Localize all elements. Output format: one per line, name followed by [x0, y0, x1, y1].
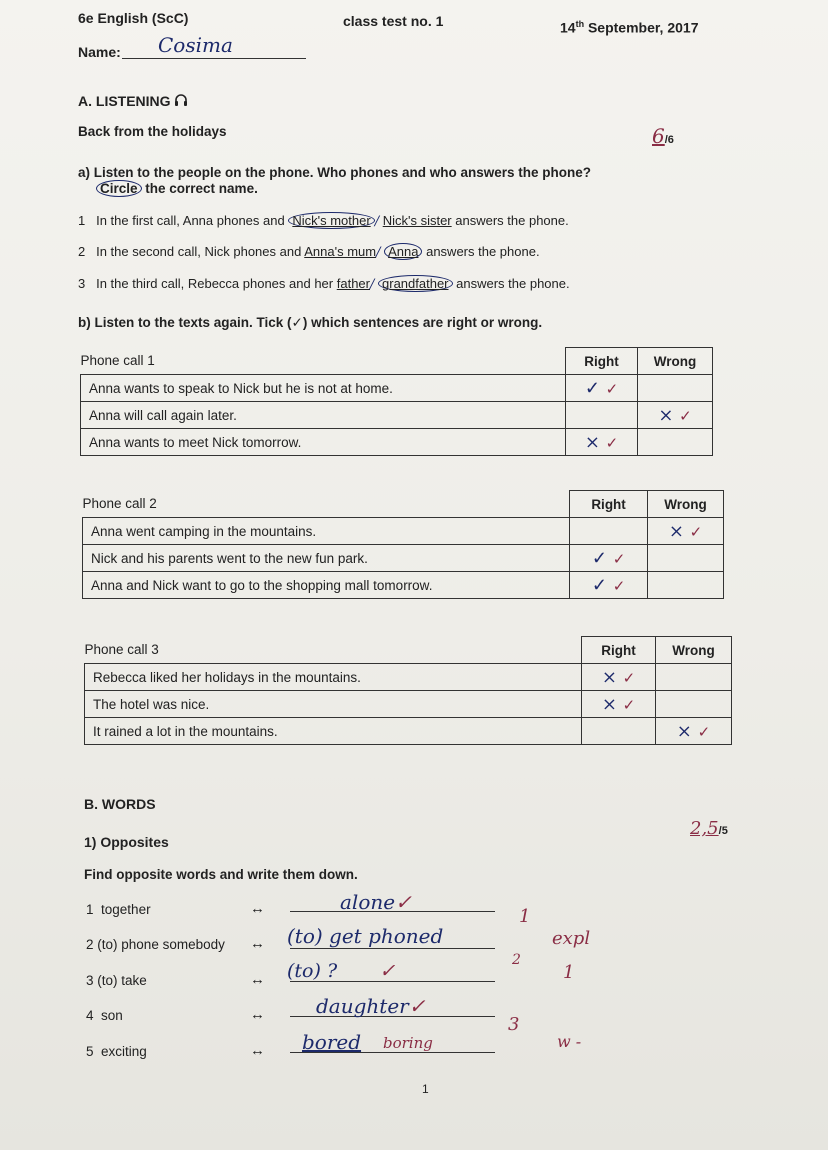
- answer-text: daughter: [316, 994, 409, 1018]
- teacher-check: ✓: [689, 522, 703, 541]
- name-line: [122, 58, 306, 59]
- table-title: Phone call 1: [80, 353, 155, 369]
- option-separator: /: [370, 277, 375, 292]
- arrow-3: ↔: [250, 971, 265, 988]
- teacher-check: ✓: [395, 890, 412, 914]
- teacher-check: ✓: [679, 406, 692, 425]
- item-number: 5: [86, 1044, 94, 1059]
- right-cell: [566, 402, 638, 429]
- student-name: Cosima: [158, 33, 233, 57]
- date-day: 14: [560, 19, 576, 36]
- name-label: Name:: [78, 44, 121, 60]
- teacher-check: ✓: [622, 668, 636, 687]
- item-number: 2: [86, 937, 94, 952]
- item-number: 1: [78, 213, 86, 228]
- right-cell: [566, 429, 638, 456]
- arrow-1: ↔: [250, 900, 265, 917]
- statement: Anna wants to speak to Nick but he is not at home.: [81, 375, 566, 402]
- teacher-check: ✓: [697, 722, 711, 741]
- statement: It rained a lot in the mountains.: [85, 718, 582, 745]
- right-header: Right: [570, 491, 648, 518]
- section-a-subtitle: Back from the holidays: [78, 124, 227, 139]
- part-a-instruction-2-rest: the correct name.: [141, 181, 258, 196]
- section-b-title: B. WORDS: [84, 796, 156, 812]
- opposite-word-5: [86, 1044, 147, 1059]
- item-number: 1: [86, 902, 94, 917]
- phone-call-3-table: [84, 636, 732, 745]
- date-rest: September, 2017: [587, 19, 699, 36]
- student-mark: ✓: [584, 377, 600, 399]
- section-b-score: [690, 818, 728, 839]
- table-row: [85, 664, 732, 691]
- right-cell: [570, 572, 648, 599]
- section-b-score-total: /5: [718, 825, 728, 837]
- headphones-icon: [174, 93, 188, 107]
- student-mark: ×: [584, 431, 600, 453]
- teacher-check: ✓: [612, 576, 626, 595]
- teacher-check: ✓: [408, 994, 426, 1018]
- option-circled: Nick's mother: [288, 212, 374, 229]
- arrow-5: ↔: [250, 1042, 265, 1059]
- arrow-4: ↔: [250, 1006, 265, 1023]
- item-text: In the second call, Nick phones and: [96, 244, 302, 259]
- answer-line-2: [290, 948, 495, 949]
- student-mark: ×: [601, 693, 617, 715]
- part-a-instruction: a) Listen to the people on the phone. Who phones and who answers the phone?: [78, 165, 592, 180]
- option-separator: /: [374, 214, 380, 229]
- teacher-check: ✓: [379, 960, 396, 982]
- opposites-title: 1) Opposites: [84, 834, 169, 850]
- margin-note-3: 3: [508, 1014, 520, 1035]
- table-row: [81, 402, 713, 429]
- section-b-score-value: 2,5: [690, 818, 719, 839]
- wrong-cell: [638, 429, 713, 456]
- statement: Nick and his parents went to the new fun park.: [83, 545, 570, 572]
- right-header: Right: [566, 348, 638, 375]
- wrong-cell: [648, 545, 724, 572]
- statement: Anna wants to meet Nick tomorrow.: [81, 429, 566, 456]
- teacher-check: ✓: [605, 433, 619, 452]
- item-number: 3: [86, 973, 94, 988]
- opposite-word-1: [86, 902, 151, 917]
- margin-note-1: 1: [519, 906, 531, 927]
- circle-word: Circle: [96, 180, 142, 197]
- phone-call-1-table: [80, 347, 713, 456]
- margin-note-expl: expl: [552, 928, 591, 949]
- right-cell: [570, 518, 648, 545]
- answer-5: bored: [302, 1030, 362, 1054]
- section-a-score-total: /6: [664, 134, 674, 146]
- teacher-check: ✓: [612, 549, 626, 568]
- arrow-2: ↔: [250, 935, 265, 952]
- answer-2: (to) get phoned: [287, 924, 444, 948]
- item-text: In the third call, Rebecca phones and her: [96, 276, 334, 291]
- statement: Anna will call again later.: [81, 402, 566, 429]
- item-text-end: answers the phone.: [426, 244, 540, 259]
- test-title: class test no. 1: [343, 13, 444, 29]
- student-mark: ✓: [591, 547, 607, 569]
- wrong-cell: [656, 691, 732, 718]
- right-cell: [582, 691, 656, 718]
- item-number: 2: [78, 244, 86, 259]
- option-separator: /: [376, 245, 381, 260]
- page-number: 1: [422, 1082, 429, 1096]
- right-cell: [570, 545, 648, 572]
- option-circled: Anna: [384, 243, 422, 260]
- teacher-check: ✓: [622, 695, 636, 714]
- statement: The hotel was nice.: [85, 691, 582, 718]
- part-a-instruction-2: [96, 181, 258, 196]
- item-word: together: [101, 902, 151, 917]
- opposite-word-4: [86, 1008, 123, 1023]
- part-a-item-3: [78, 276, 570, 292]
- statement: Rebecca liked her holidays in the mountains.: [85, 664, 582, 691]
- table-row: [85, 691, 732, 718]
- item-number: 3: [78, 276, 86, 291]
- opposite-word-3: [86, 973, 147, 988]
- item-word: (to) phone somebody: [97, 937, 225, 952]
- student-mark: ×: [601, 666, 617, 688]
- answer-4: [316, 994, 426, 1018]
- item-word: (to) take: [97, 973, 147, 988]
- student-mark: ×: [658, 404, 674, 426]
- wrong-cell: [638, 375, 713, 402]
- option: Anna's mum: [304, 244, 377, 259]
- section-a-title-text: A. LISTENING: [78, 93, 171, 109]
- table-title: Phone call 3: [84, 642, 159, 658]
- wrong-cell: [638, 402, 713, 429]
- teacher-check: ✓: [605, 379, 619, 398]
- wrong-header: Wrong: [638, 348, 713, 375]
- phone-call-2-table: [82, 490, 724, 599]
- part-a-item-1: [78, 213, 569, 229]
- course-title: 6e English (ScC): [78, 10, 189, 26]
- table-row: [85, 718, 732, 745]
- right-header: Right: [582, 637, 656, 664]
- wrong-cell: [656, 718, 732, 745]
- item-word: exciting: [101, 1044, 147, 1059]
- section-a-score-value: 6: [652, 124, 665, 148]
- part-a-item-2: [78, 244, 540, 260]
- margin-note-one: 1: [563, 962, 575, 983]
- table-title: Phone call 2: [82, 496, 157, 512]
- option: father: [336, 276, 370, 291]
- answer-3: [287, 960, 395, 982]
- statement: Anna and Nick want to go to the shopping mall tomorrow.: [83, 572, 570, 599]
- student-mark: ×: [676, 720, 692, 742]
- margin-note-w: w -: [557, 1032, 582, 1051]
- right-cell: [582, 718, 656, 745]
- option-circled: grandfather: [378, 275, 453, 292]
- correction-5: boring: [383, 1034, 433, 1052]
- section-a-score: [652, 124, 674, 148]
- table-row: [81, 375, 713, 402]
- answer-text: (to) ?: [287, 960, 338, 982]
- wrong-header: Wrong: [656, 637, 732, 664]
- student-mark: ×: [668, 520, 684, 542]
- statement: Anna went camping in the mountains.: [83, 518, 570, 545]
- item-text-end: answers the phone.: [456, 276, 570, 291]
- answer-1: [340, 890, 412, 914]
- option: Nick's sister: [382, 213, 452, 228]
- student-mark: ✓: [591, 574, 607, 596]
- wrong-cell: [648, 572, 724, 599]
- item-text-end: answers the phone.: [455, 213, 569, 228]
- test-date: [560, 19, 698, 36]
- wrong-cell: [648, 518, 724, 545]
- opposite-word-2: [86, 937, 225, 952]
- table-row: [83, 545, 724, 572]
- opposites-instruction: Find opposite words and write them down.: [84, 867, 358, 882]
- table-row: [81, 429, 713, 456]
- answer-text: alone: [340, 890, 396, 914]
- item-word: son: [101, 1008, 123, 1023]
- section-a-title: [78, 93, 188, 109]
- part-b-instruction: b) Listen to the texts again. Tick (✓) which sentences are right or wrong.: [78, 315, 543, 330]
- right-cell: [582, 664, 656, 691]
- wrong-cell: [656, 664, 732, 691]
- wrong-header: Wrong: [648, 491, 724, 518]
- item-number: 4: [86, 1008, 94, 1023]
- table-row: [83, 572, 724, 599]
- date-sup: th: [575, 19, 585, 29]
- table-row: [83, 518, 724, 545]
- item-text: In the first call, Anna phones and: [96, 213, 285, 228]
- right-cell: [566, 375, 638, 402]
- margin-note-2: 2: [512, 952, 521, 968]
